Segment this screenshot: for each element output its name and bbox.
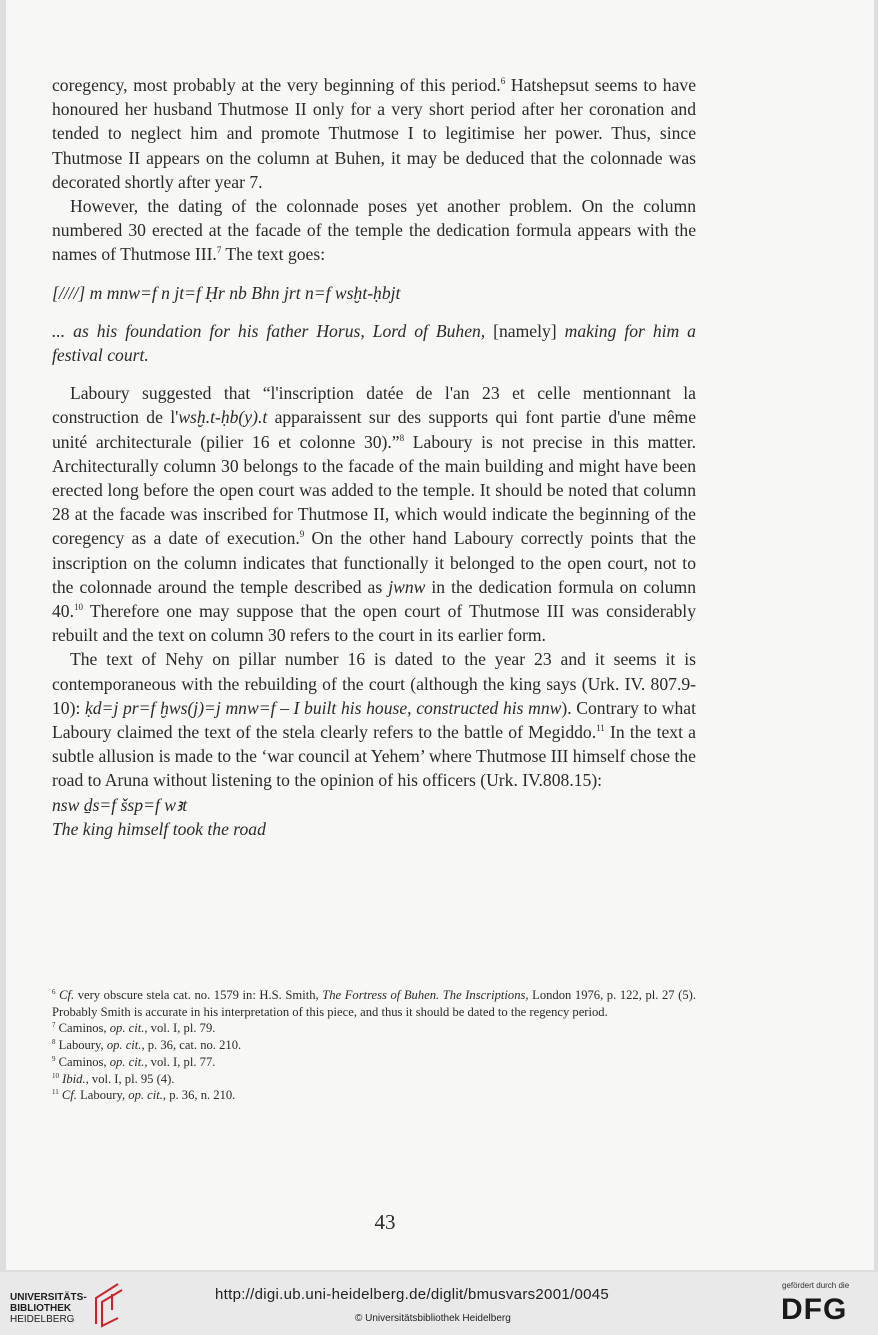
text-run: Laboury,: [58, 1038, 107, 1053]
document-page: [6, 0, 874, 1270]
text-run: Laboury is not precise in this matter. Architecturally column 30 belongs to the facade of the main building and might have been erected long before the open court was added to the temple. It should be noted that column 28 at the facade was inscribed for Thutmose II, which would indicate the beginning of the coregency as a date of execution.: [52, 431, 696, 549]
library-line-3: HEIDELBERG: [10, 1314, 75, 1325]
footnote-number: 7: [52, 1021, 56, 1030]
library-line-1: UNIVERSITÄTS-: [10, 1292, 87, 1303]
italic-text: op. cit.: [109, 1054, 145, 1069]
transliteration-line: [52, 281, 696, 305]
text-run: , p. 36, cat. no. 210.: [141, 1038, 242, 1053]
text-run: in the dedication formula on column 40.: [52, 576, 696, 622]
footnote-ref: 8: [399, 432, 405, 443]
text-run: , p. 36, n. 210.: [162, 1088, 236, 1103]
footnote-number: 11: [52, 1088, 59, 1097]
quote-translation: [52, 817, 696, 841]
italic-text: The Fortress of Buhen. The Inscriptions,: [322, 988, 529, 1002]
italic-text: op. cit.: [106, 1038, 142, 1053]
page-number: 43: [374, 1210, 396, 1234]
text-run: coregency, most probably at the very beginning of this period.: [52, 75, 501, 95]
paragraph-4: [52, 647, 696, 792]
paragraph-1: [52, 73, 696, 194]
text-run: Laboury,: [76, 1088, 129, 1103]
text-run: The text of Nehy on pillar number 16 is dated to the year 23 and it seems it is contemporaneous with the rebuilding of the court (although the king says (Urk. IV. 807.9-10):: [52, 649, 696, 718]
copyright-notice: © Universitätsbibliothek Heidelberg: [355, 1313, 511, 1324]
text-run: Hatshepsut seems to have honoured her husband Thutmose II only for a very short period after her coronation and tended to neglect him and promote Thutmose I to legitimise her power. Thus, since Thutmose II appears on the column at Buhen, it may be deduced that the colonnade was decorated shortly after year 7.: [52, 75, 696, 192]
italic-text: The king himself took the road: [52, 818, 266, 839]
italic-text: Ibid.: [62, 1071, 86, 1086]
text-run: ). Contrary to what Laboury claimed the text of the stela clearly refers to the battle of Megiddo.: [52, 697, 696, 743]
body-text: [52, 73, 696, 841]
quote-transliteration: [52, 793, 696, 817]
library-line-2: BIBLIOTHEK: [10, 1303, 72, 1314]
footnote-ref: 9: [299, 529, 305, 540]
library-name: [10, 1292, 87, 1325]
italic-text: ḳd=j pr=f ḫws(j)=j mnw=f – I built his house, constructed his mnw: [85, 697, 562, 718]
translation-line: [52, 319, 696, 367]
paragraph-3: [52, 381, 696, 647]
italic-text: Cf.: [59, 988, 75, 1002]
text-run: , vol. I, pl. 77.: [144, 1054, 216, 1069]
text-run: The text goes:: [221, 244, 326, 265]
text-run: [namely]: [493, 320, 565, 341]
footnotes: [52, 987, 696, 1104]
text-run: London 1976, p. 122, pl. 27 (5). Probably Smith is accurate in his interpretation of this piece, and thus it should be dated to the regency period.: [52, 988, 696, 1019]
footnote-number: 8: [52, 1037, 56, 1046]
text-run: Therefore one may suppose that the open court of Thutmose III was considerably rebuilt and the text on column 30 refers to the court in its earlier form.: [52, 601, 696, 646]
text-run: In the text a subtle allusion is made to the ‘war council at Yehem’ where Thutmose III himself chose the road to Aruna without listening to the opinion of his officers (Urk. IV.808.15):: [52, 722, 696, 791]
text-run: However, the dating of the colonnade poses yet another problem. On the column numbered 30 erected at the facade of the temple the dedication formula appears with the names of Thutmose III.: [52, 196, 696, 265]
text-run: Caminos,: [58, 1021, 110, 1036]
paragraph-2: [52, 194, 696, 267]
italic-text: nsw ḏs=f šsp=f wꜣt: [52, 794, 188, 815]
italic-text: op. cit.: [128, 1088, 163, 1103]
text-run: Laboury suggested that “l'inscription datée de l'an 23 et celle mentionnant la construction de l': [52, 383, 696, 428]
footnote-ref: 6: [500, 76, 506, 87]
footnote-10: [52, 1071, 696, 1088]
footnote-11: [52, 1087, 696, 1104]
library-logo-icon: [88, 1280, 124, 1328]
italic-text: [////] m mnw=f n jt=f Ḥr nb Bhn jrt n=f wsḫt-ḥbjt: [52, 282, 401, 303]
dfg-logo: DFG: [781, 1293, 848, 1326]
text-run: , vol. I, pl. 95 (4).: [85, 1071, 175, 1086]
funded-by-label: gefördert durch die: [782, 1281, 850, 1290]
footer-bar: [0, 1272, 878, 1335]
footnote-number: 9: [52, 1054, 56, 1063]
text-run: very obscure stela cat. no. 1579 in: H.S. Smith,: [74, 988, 323, 1002]
footnote-ref: 7: [216, 245, 222, 256]
text-run: On the other hand Laboury correctly points that the inscription on the column indicates that functionally it belonged to the open court, not to the colonnade around the temple described as: [52, 528, 696, 597]
footnote-ref: 11: [596, 723, 605, 734]
text-run: apparaissent sur des supports qui font partie d'une même unité architecturale (pilier 16 et colonne 30).”: [52, 407, 697, 452]
italic-text: op. cit.: [109, 1021, 145, 1036]
footnote-7: [52, 1020, 696, 1037]
italic-text: Cf.: [61, 1088, 77, 1103]
text-run: Caminos,: [58, 1054, 110, 1069]
footnote-ref: 10: [74, 602, 83, 613]
document-url-link[interactable]: http://digi.ub.uni-heidelberg.de/diglit/bmusvars2001/0045: [215, 1286, 610, 1303]
italic-text: jwnw: [388, 576, 426, 597]
footnote-8: [52, 1037, 696, 1054]
italic-text: ... as his foundation for his father Horus, Lord of Buhen,: [52, 320, 494, 341]
italic-text: making for him a festival court.: [52, 320, 696, 366]
footnote-9: [52, 1054, 696, 1071]
footnote-number: 6: [52, 987, 56, 996]
footnote-6: [52, 987, 696, 1020]
footnote-number: 10: [52, 1071, 59, 1080]
italic-text: wsḫ.t-ḥb(y).t: [178, 407, 268, 428]
text-run: , vol. I, pl. 79.: [144, 1021, 216, 1036]
